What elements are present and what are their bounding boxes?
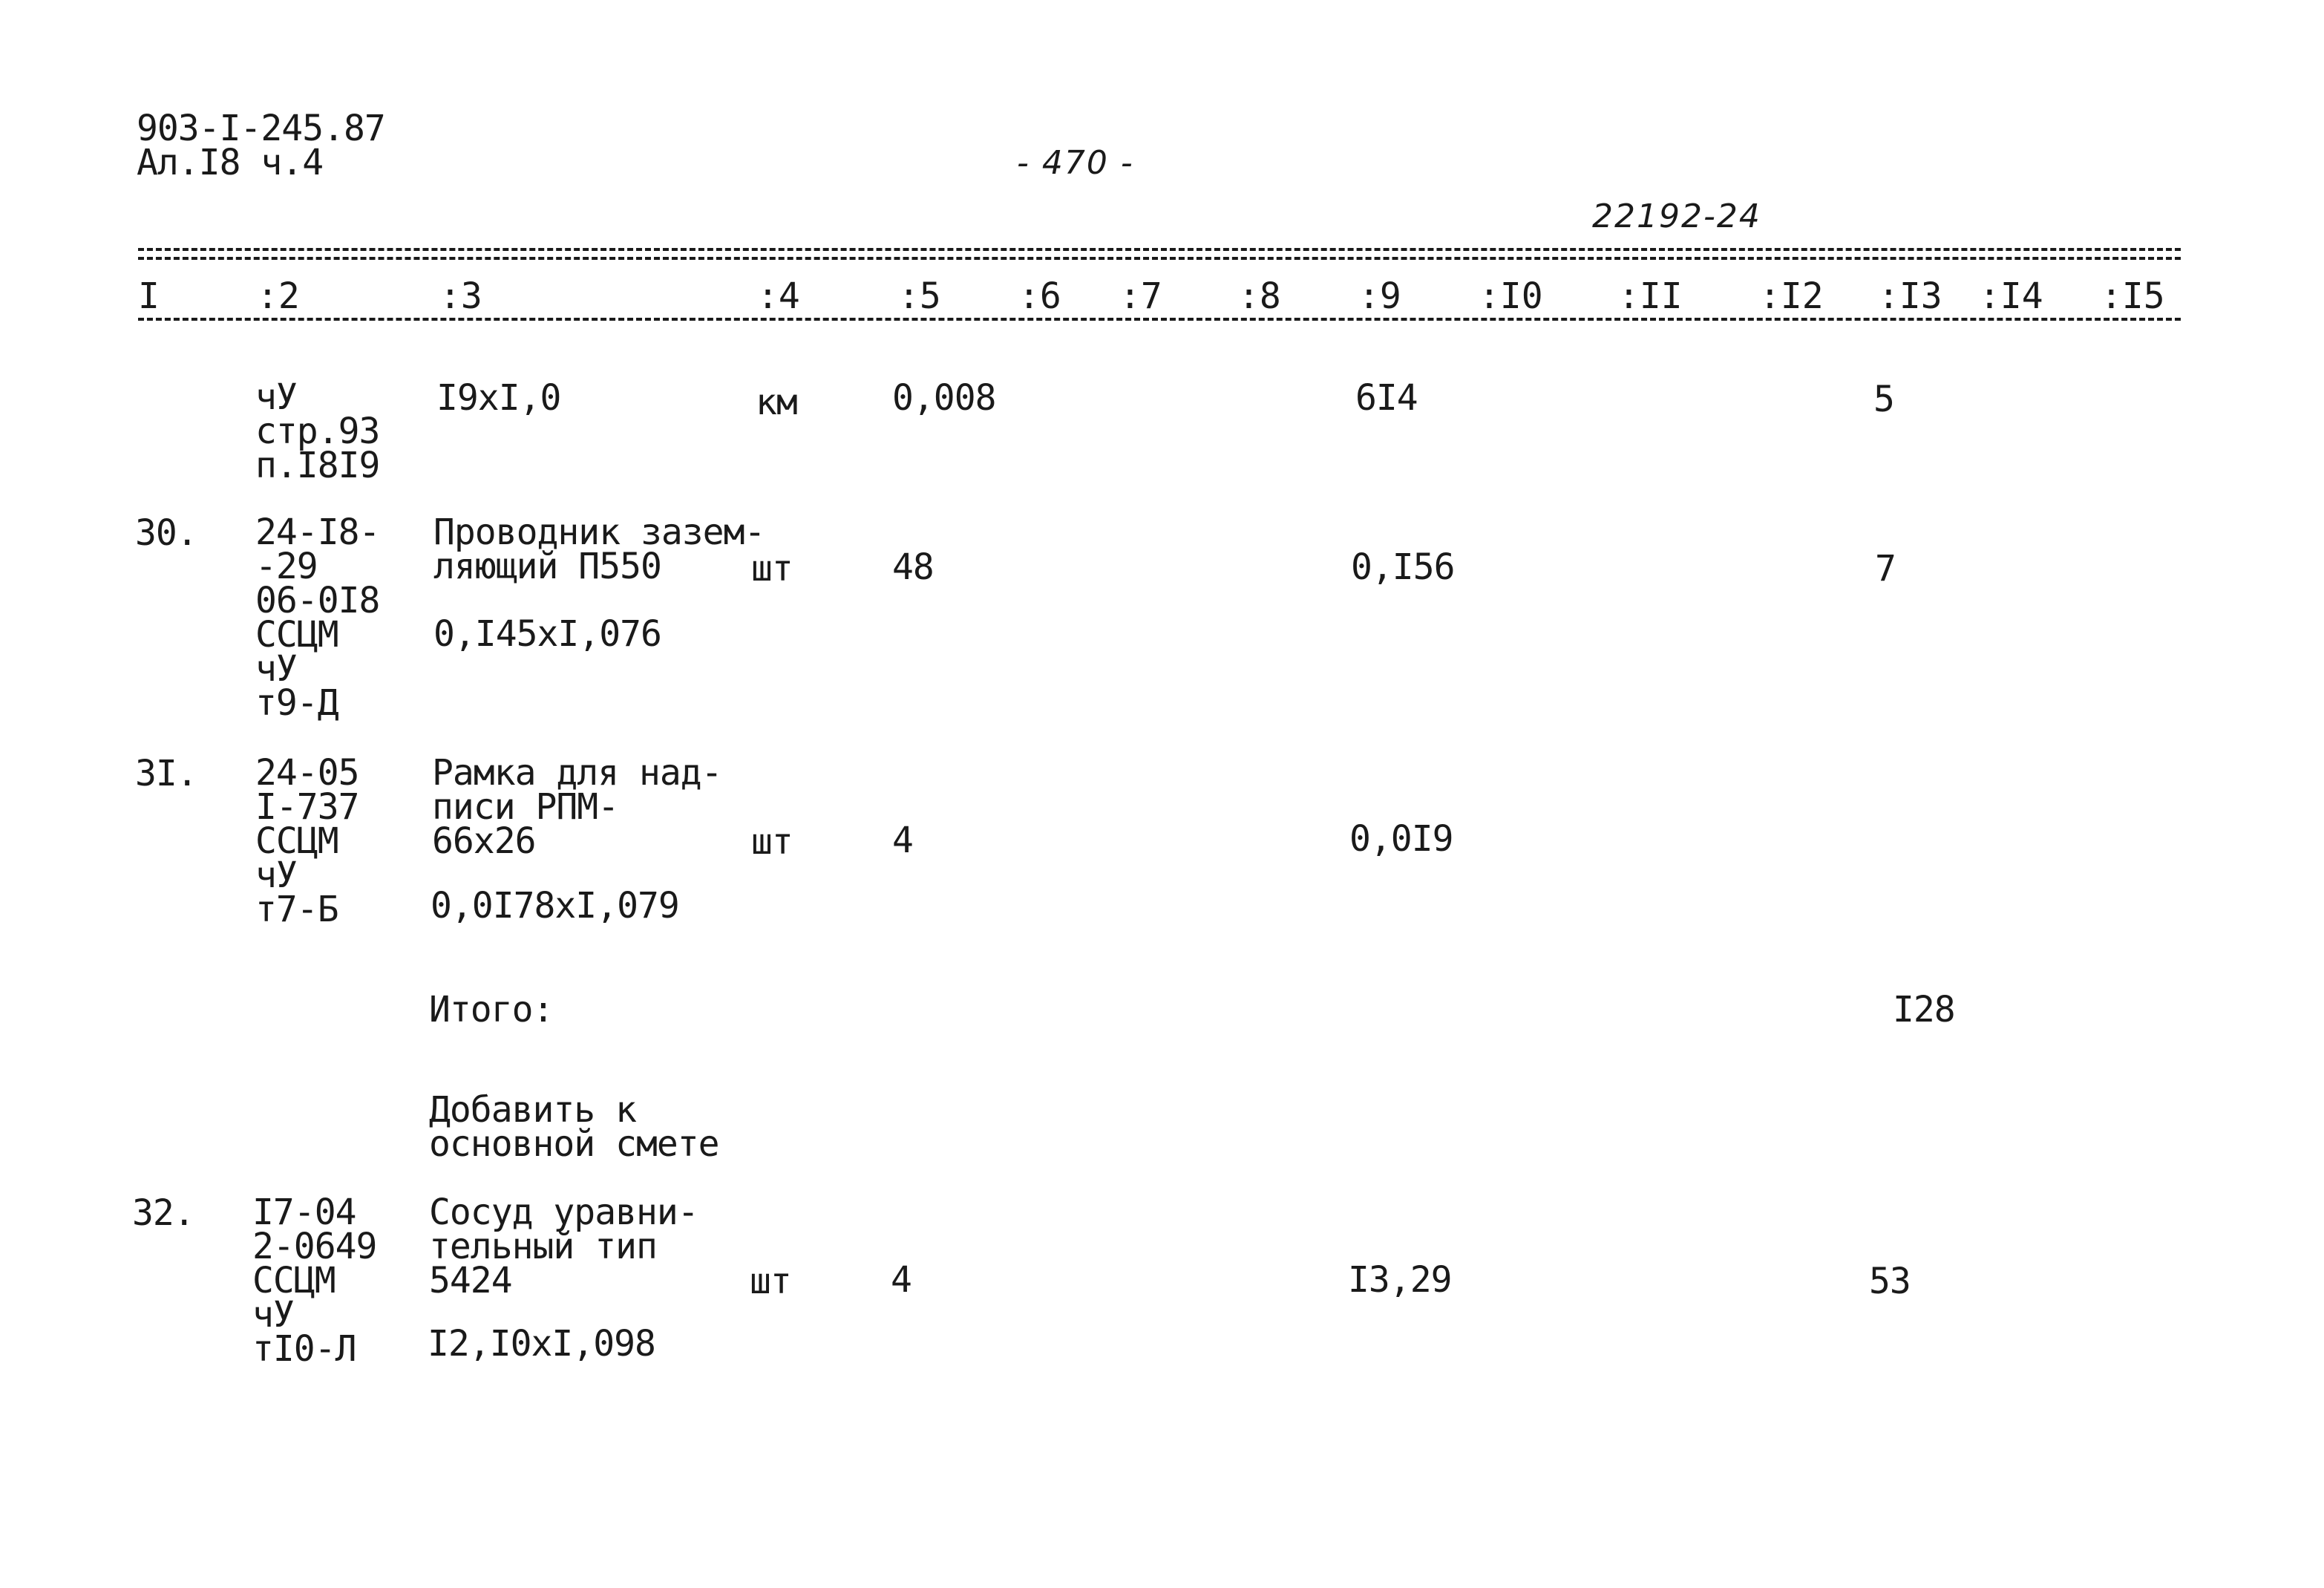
row-total: 5	[1873, 379, 1894, 420]
row-qty: 4	[891, 1259, 911, 1301]
row-price: 0,I56	[1351, 546, 1455, 588]
row-total: 7	[1875, 548, 1896, 589]
row-unit: км	[756, 382, 797, 423]
row-unit: шт	[751, 821, 793, 863]
col-3: :3	[439, 275, 482, 317]
col-8: :8	[1238, 275, 1281, 317]
album-label: Ал.I8 ч.4	[137, 142, 324, 183]
row-number: 3I.	[135, 753, 197, 794]
row-name: Сосуд уравни- тельный тип 5424	[429, 1192, 698, 1301]
doc-code: 903-I-245.87	[137, 108, 385, 149]
row-qty: 0,008	[892, 377, 996, 419]
col-1: I	[138, 275, 160, 317]
col-5: :5	[898, 275, 941, 317]
row-price: I3,29	[1348, 1259, 1452, 1301]
top-rule	[138, 248, 2181, 251]
col-14: :I4	[1979, 275, 2043, 317]
row-price: 0,0I9	[1349, 818, 1453, 860]
row-unit: шт	[751, 548, 793, 589]
row-name: Проводник зазем- ляющий П550	[433, 512, 765, 587]
row-number: 30.	[135, 512, 197, 554]
subtotal-label: Итого:	[429, 989, 554, 1030]
row-qty: 4	[892, 820, 913, 861]
row-name: Рамка для над- писи РПМ- 66x26	[432, 752, 722, 862]
col-11: :II	[1618, 275, 1683, 317]
row-total: 53	[1869, 1261, 1911, 1302]
row-price: 6I4	[1355, 377, 1418, 419]
note-add-to-main-estimate: Добавить к основной смете	[429, 1089, 719, 1165]
top-rule-2	[138, 257, 2181, 260]
page-number: - 470 -	[1017, 144, 1134, 182]
row-ref: 24-I8- -29 06-0I8 ССЦМ чУ т9-Д	[255, 512, 380, 724]
row-unit: шт	[750, 1261, 791, 1302]
sheet-code: 22192-24	[1592, 197, 1761, 235]
row-name: I9xI,0	[436, 377, 561, 419]
row-ref: чУ стр.93 п.I8I9	[255, 376, 380, 486]
row-number: 32.	[132, 1192, 194, 1234]
subtotal-value: I28	[1893, 989, 1955, 1030]
row-coefficient: I2,I0xI,098	[428, 1323, 655, 1365]
col-10: :I0	[1479, 275, 1543, 317]
row-coefficient: 0,0I78xI,079	[431, 885, 679, 927]
col-4: :4	[757, 275, 800, 317]
col-6: :6	[1018, 275, 1061, 317]
header-bottom-rule	[138, 318, 2181, 321]
col-13: :I3	[1878, 275, 1942, 317]
row-ref: 24-05 I-737 ССЦМ чУ т7-Б	[255, 752, 359, 930]
col-7: :7	[1119, 275, 1162, 317]
col-9: :9	[1358, 275, 1401, 317]
col-12: :I2	[1759, 275, 1824, 317]
row-coefficient: 0,I45xI,076	[433, 613, 661, 655]
col-2: :2	[257, 275, 300, 317]
row-qty: 48	[892, 546, 934, 588]
col-15: :I5	[2101, 275, 2165, 317]
row-ref: I7-04 2-0649 ССЦМ чУ тI0-Л	[252, 1192, 377, 1370]
